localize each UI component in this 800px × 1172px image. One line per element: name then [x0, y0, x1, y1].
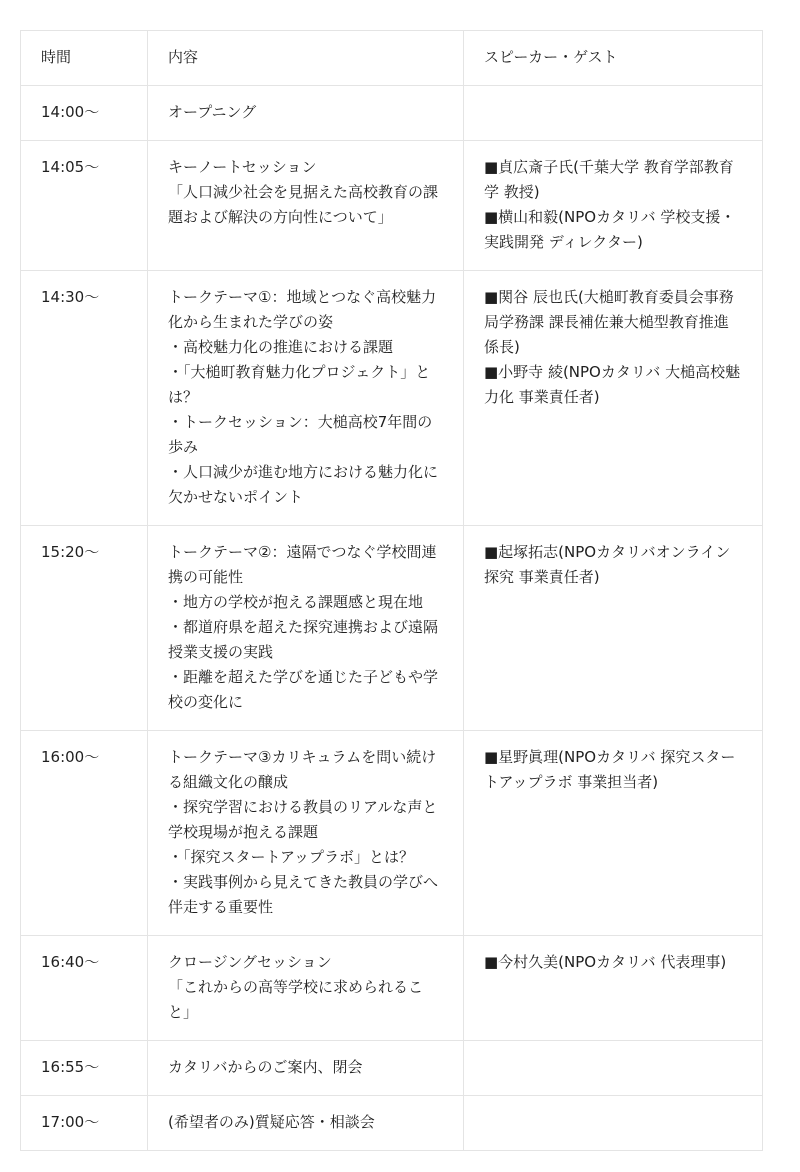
time-cell — [21, 1096, 148, 1151]
header-speaker-cell — [464, 31, 763, 86]
schedule-table — [20, 30, 763, 1151]
table-row — [21, 86, 763, 141]
content-line: カタリバからのご案内、閉会 — [168, 1058, 363, 1076]
table-row — [21, 526, 763, 731]
content-line: 「これからの高等学校に求められること」 — [168, 978, 424, 1021]
table-row — [21, 1041, 763, 1096]
speaker-line: ■横山和毅(NPOカタリバ 学校支援・実践開発 ディレクター) — [484, 208, 736, 251]
speaker-cell — [464, 731, 763, 936]
speaker-cell — [464, 86, 763, 141]
content-line: ・トークセッション：大槌高校7年間の歩み — [168, 413, 433, 456]
time-text: 16:55〜 — [41, 1058, 100, 1076]
time-cell — [21, 141, 148, 271]
content-cell — [148, 86, 464, 141]
header-content-cell — [148, 31, 464, 86]
speaker-line: ■起塚拓志(NPOカタリバオンライン探究 事業責任者) — [484, 543, 731, 586]
speaker-line: ■貞広斎子氏(千葉大学 教育学部教育学 教授) — [484, 158, 734, 201]
time-cell — [21, 936, 148, 1041]
content-line: トークテーマ①：地域とつなぐ高校魅力化から生まれた学びの姿 — [168, 288, 437, 331]
header-time-cell — [21, 31, 148, 86]
content-cell — [148, 141, 464, 271]
content-line: 「人口減少社会を見据えた高校教育の課題および解決の方向性について」 — [168, 183, 439, 226]
table-row — [21, 141, 763, 271]
content-line: クロージングセッション — [168, 953, 332, 971]
speaker-cell — [464, 141, 763, 271]
speaker-cell — [464, 1096, 763, 1151]
content-line: ・「探究スタートアップラボ」とは？ — [168, 848, 415, 866]
time-cell — [21, 86, 148, 141]
table-row — [21, 936, 763, 1041]
content-cell — [148, 1096, 464, 1151]
time-cell — [21, 1041, 148, 1096]
content-line: ・人口減少が進む地方における魅力化に欠かせないポイント — [168, 463, 439, 506]
content-cell — [148, 271, 464, 526]
speaker-line: ■今村久美(NPOカタリバ 代表理事) — [484, 953, 727, 971]
content-line: ・地方の学校が抱える課題感と現在地 — [168, 593, 424, 611]
time-cell — [21, 271, 148, 526]
time-text: 14:30〜 — [41, 288, 100, 306]
content-cell — [148, 731, 464, 936]
header-row — [21, 31, 763, 86]
time-text: 17:00〜 — [41, 1113, 100, 1131]
content-line: ・「大槌町教育魅力化プロジェクト」とは？ — [168, 363, 431, 406]
table-row — [21, 731, 763, 936]
speaker-cell — [464, 936, 763, 1041]
speaker-line: ■関谷 辰也氏(大槌町教育委員会事務局学務課 課長補佐兼大槌型教育推進係長) — [484, 288, 734, 356]
content-line: (希望者のみ)質疑応答・相談会 — [168, 1113, 375, 1131]
time-text: 15:20〜 — [41, 543, 100, 561]
header-time: 時間 — [41, 48, 72, 66]
time-cell — [21, 526, 148, 731]
time-text: 16:40〜 — [41, 953, 100, 971]
speaker-cell — [464, 1041, 763, 1096]
content-line: ・距離を超えた学びを通じた子どもや学校の変化に — [168, 668, 439, 711]
content-line: ・高校魅力化の推進における課題 — [168, 338, 394, 356]
schedule-body — [21, 86, 763, 1151]
content-line: トークテーマ②：遠隔でつなぐ学校間連携の可能性 — [168, 543, 437, 586]
time-text: 14:05〜 — [41, 158, 100, 176]
header-speaker: スピーカー・ゲスト — [484, 48, 618, 66]
content-cell — [148, 1041, 464, 1096]
content-line: オープニング — [168, 103, 257, 121]
table-row — [21, 271, 763, 526]
content-line: キーノートセッション — [168, 158, 317, 176]
header-content: 内容 — [168, 48, 199, 66]
content-line: ・実践事例から見えてきた教員の学びへ伴走する重要性 — [168, 873, 439, 916]
content-cell — [148, 526, 464, 731]
time-text: 16:00〜 — [41, 748, 100, 766]
content-line: ・探究学習における教員のリアルな声と学校現場が抱える課題 — [168, 798, 438, 841]
speaker-line: ■小野寺 綾(NPOカタリバ 大槌高校魅力化 事業責任者) — [484, 363, 741, 406]
table-row — [21, 1096, 763, 1151]
speaker-cell — [464, 526, 763, 731]
content-line: トークテーマ③カリキュラムを問い続ける組織文化の醸成 — [168, 748, 437, 791]
speaker-cell — [464, 271, 763, 526]
content-cell — [148, 936, 464, 1041]
time-text: 14:00〜 — [41, 103, 100, 121]
time-cell — [21, 731, 148, 936]
speaker-line: ■星野眞理(NPOカタリバ 探究スタートアップラボ 事業担当者) — [484, 748, 736, 791]
content-line: ・都道府県を超えた探究連携および遠隔授業支援の実践 — [168, 618, 439, 661]
